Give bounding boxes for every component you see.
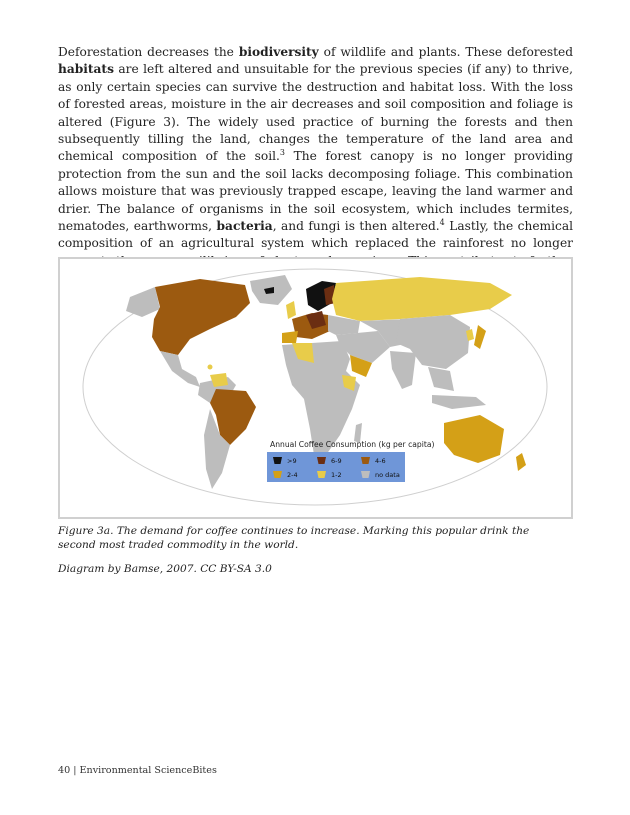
legend-cup-icon bbox=[317, 457, 326, 464]
body-paragraph: Deforestation decreases the biodiversity of wildlife and plants. These deforested habitats are left altered and unsuitable for the previous species (if any) to thrive, as only certain species can survive the destruction and habitat loss. With the loss of forested areas, moisture in the air decreases and soil composition and foliage is altered (Figure 3). The widely used practice of burning the forests and then subsequently tilling the land, changes the temperature of the land area and chemical composition of the soil.$^3$ The forest canopy is no longer providing protection from the sun and the soil lacks decomposing foliage. This combination allows moisture that was previously trapped escape, leaving the land warmer and drier. The balance of organisms in the soil ecosystem, which includes termites, nematodes, earthworms, bacteria, and fungi is then altered.$^4$ Lastly, the chemical composition of an agricultural system which replaced the rainforest no longer bbox=[58, 44, 573, 288]
legend-label: no data bbox=[375, 471, 400, 479]
region-new-zealand bbox=[516, 453, 526, 471]
legend-label: 6-9 bbox=[331, 457, 342, 465]
legend-label: >9 bbox=[287, 457, 297, 465]
figure-credit: Diagram by Bamse, 2007. CC BY-SA 3.0 bbox=[58, 563, 272, 575]
citation-4: 4 bbox=[439, 218, 445, 228]
term-bacteria: bacteria bbox=[216, 219, 273, 234]
legend-cup-icon bbox=[317, 471, 326, 478]
page-footer: 40 | Environmental ScienceBites bbox=[58, 765, 217, 776]
legend-cup-icon bbox=[361, 471, 370, 478]
legend-label: 2-4 bbox=[287, 471, 298, 479]
legend-label: 4-6 bbox=[375, 457, 386, 465]
term-biodiversity: biodiversity bbox=[238, 45, 319, 59]
figure-caption: Figure 3a. The demand for coffee continues to increase. Marking this popular drink the second most traded commodity in the world. bbox=[58, 525, 530, 551]
legend-cup-icon bbox=[273, 457, 282, 464]
coffee-consumption-map bbox=[58, 257, 573, 519]
legend-cup-icon bbox=[361, 457, 370, 464]
region-iberia bbox=[282, 331, 298, 343]
citation-3: 3 bbox=[279, 148, 286, 158]
term-habitats: habitats bbox=[58, 62, 114, 77]
legend-title: Annual Coffee Consumption (kg per capita) bbox=[270, 440, 435, 449]
world-map bbox=[60, 259, 571, 517]
region-caribbean bbox=[208, 365, 213, 370]
legend-cup-icon bbox=[273, 471, 282, 478]
legend-label: 1-2 bbox=[331, 471, 342, 479]
